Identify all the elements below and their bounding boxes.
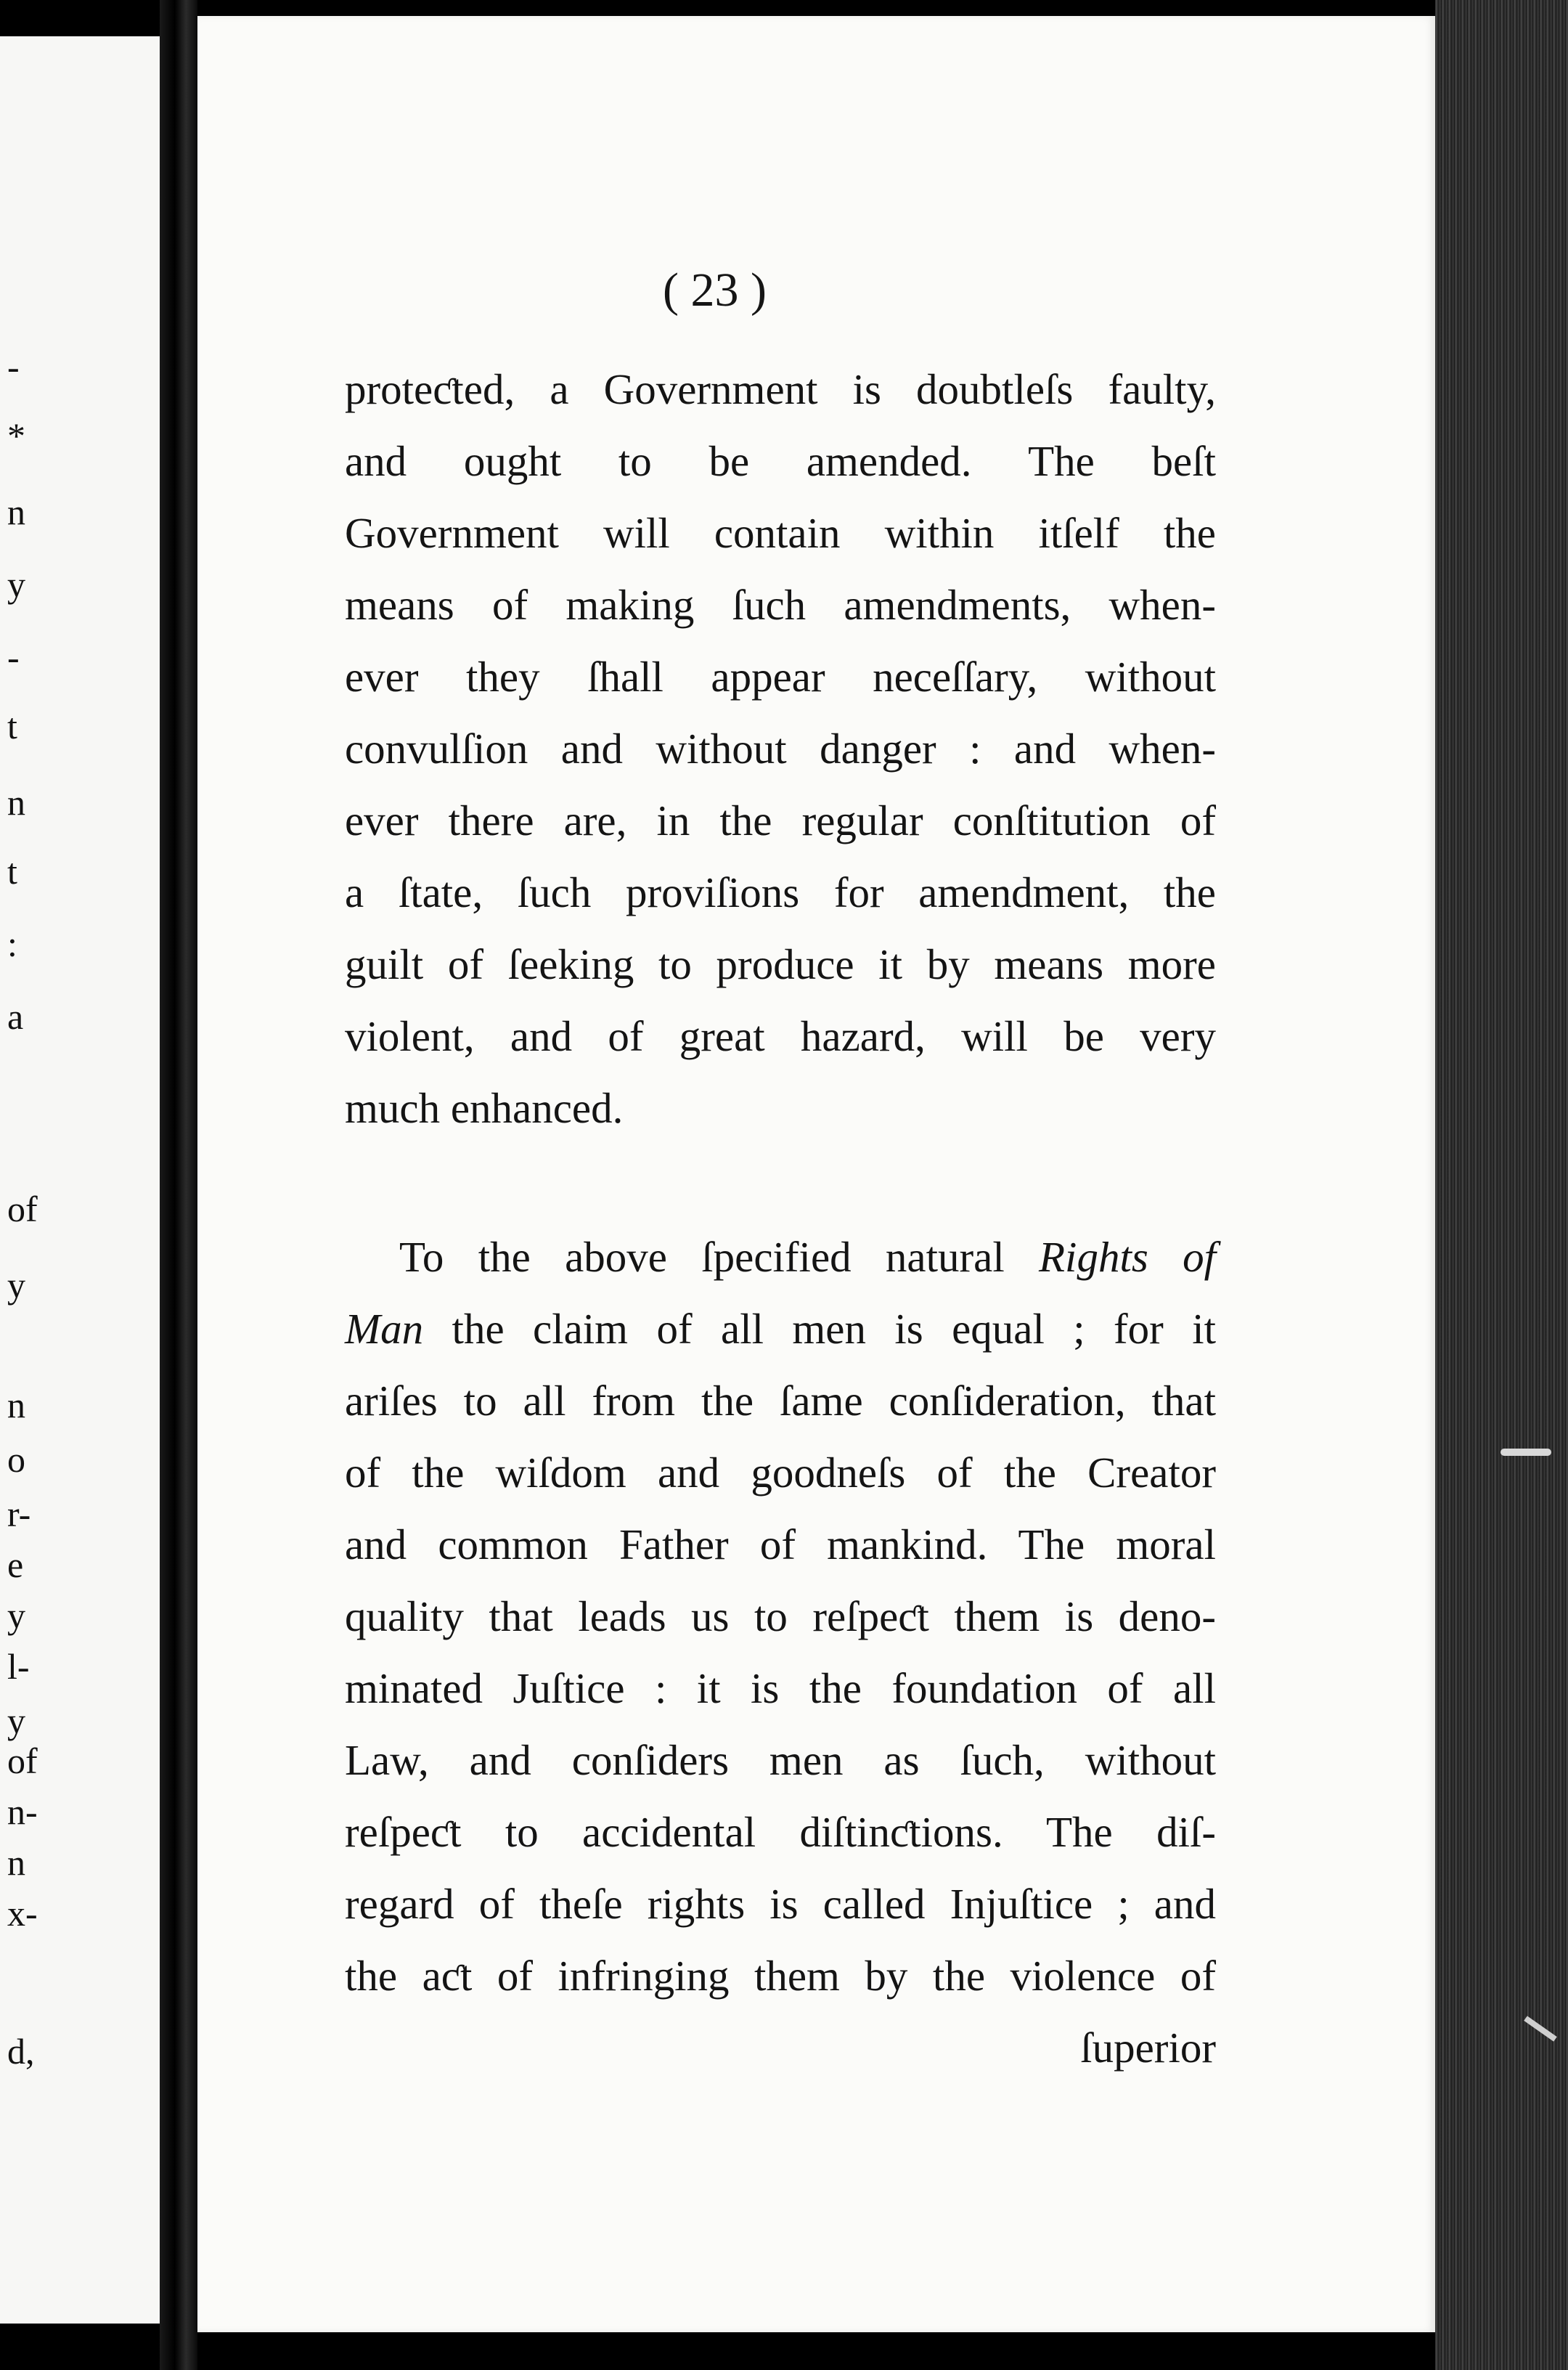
previous-page-text-fragment: - [7, 346, 20, 387]
text-line: a ſtate, ſuch proviſions for amendment, the [345, 868, 1216, 916]
paragraph-2 [345, 1221, 1216, 2084]
previous-page-text-fragment: y [7, 564, 25, 605]
previous-page-text-fragment: - [7, 637, 20, 677]
previous-page-text-fragment: n [7, 1842, 25, 1883]
previous-page-text-fragment: x- [7, 1893, 38, 1934]
italic-phrase: Rights of [1039, 1233, 1216, 1281]
previous-page-text-fragment: d, [7, 2031, 35, 2072]
text-line: convulſion and without danger : and when- [345, 725, 1216, 773]
previous-page-text-fragment: * [7, 415, 25, 456]
book-page-edges [1435, 0, 1568, 2370]
previous-page-text-fragment: r- [7, 1494, 31, 1534]
previous-page-text-fragment: t [7, 706, 17, 746]
italic-phrase: Man [345, 1305, 424, 1353]
text-line: guilt of ſeeking to produce it by means more [345, 940, 1216, 988]
previous-page-text-fragment: y [7, 1595, 25, 1636]
text-line: Government will contain within itſelf the [345, 509, 1216, 557]
line-prefix: To the above ſpecified natural [399, 1233, 1040, 1281]
text-line: much enhanced. [345, 1084, 624, 1132]
text-line: means of making ſuch amendments, when- [345, 581, 1216, 629]
book-gutter [160, 0, 197, 2370]
page-edge-marker [1500, 1449, 1551, 1456]
text-line: minated Juſtice : it is the foundation of all [345, 1664, 1216, 1712]
previous-page-text-fragment: y [7, 1265, 25, 1306]
text-line: proteƈted, a Government is doubtleſs faulty, [345, 365, 1216, 413]
text-line: Law, and conſiders men as ſuch, without [345, 1736, 1216, 1784]
line-rest: the claim of all men is equal ; for it [423, 1305, 1216, 1353]
previous-page-text-fragment: of [7, 1189, 38, 1229]
text-line: and ought to be amended. The beſt [345, 437, 1216, 485]
previous-page-text-fragment: y [7, 1701, 25, 1741]
text-line [345, 1293, 1216, 1365]
paragraph-1 [345, 354, 1216, 1144]
catchword: ſuperior [1080, 2024, 1216, 2072]
previous-page-fragment [0, 36, 160, 2324]
page-number: ( 23 ) [663, 264, 767, 317]
previous-page-text-fragment: : [7, 924, 17, 964]
text-line [345, 1221, 1216, 1293]
text-line: ariſes to all from the ſame conſideration, that [345, 1377, 1216, 1425]
previous-page-text-fragment: e [7, 1544, 24, 1585]
text-line: ever they ſhall appear neceſſary, without [345, 653, 1216, 701]
previous-page-text-fragment: of [7, 1740, 38, 1781]
previous-page-text-fragment: n [7, 492, 25, 532]
text-line: regard of theſe rights is called Injuſtice ; and [345, 1880, 1216, 1928]
text-line: of the wiſdom and goodneſs of the Creator [345, 1449, 1216, 1496]
previous-page-text-fragment: a [7, 996, 24, 1037]
previous-page-text-fragment: l- [7, 1646, 30, 1687]
text-line: reſpeƈt to accidental diſtinƈtions. The diſ- [345, 1808, 1216, 1856]
text-line: the aƈt of infringing them by the violence of [345, 1952, 1216, 2000]
text-line: ever there are, in the regular conſtitution of [345, 797, 1216, 844]
previous-page-text-fragment: t [7, 851, 17, 892]
previous-page-text-fragment: n- [7, 1791, 38, 1832]
previous-page-text-fragment: n [7, 782, 25, 823]
text-line: and common Father of mankind. The moral [345, 1520, 1216, 1568]
previous-page-text-fragment: n [7, 1385, 25, 1425]
previous-page-text-fragment: o [7, 1439, 25, 1480]
text-line: violent, and of great hazard, will be very [345, 1012, 1216, 1060]
text-line: quality that leads us to reſpeƈt them is deno- [345, 1592, 1216, 1640]
page-23 [197, 16, 1435, 2332]
page-edge-marker [1524, 2016, 1557, 2041]
